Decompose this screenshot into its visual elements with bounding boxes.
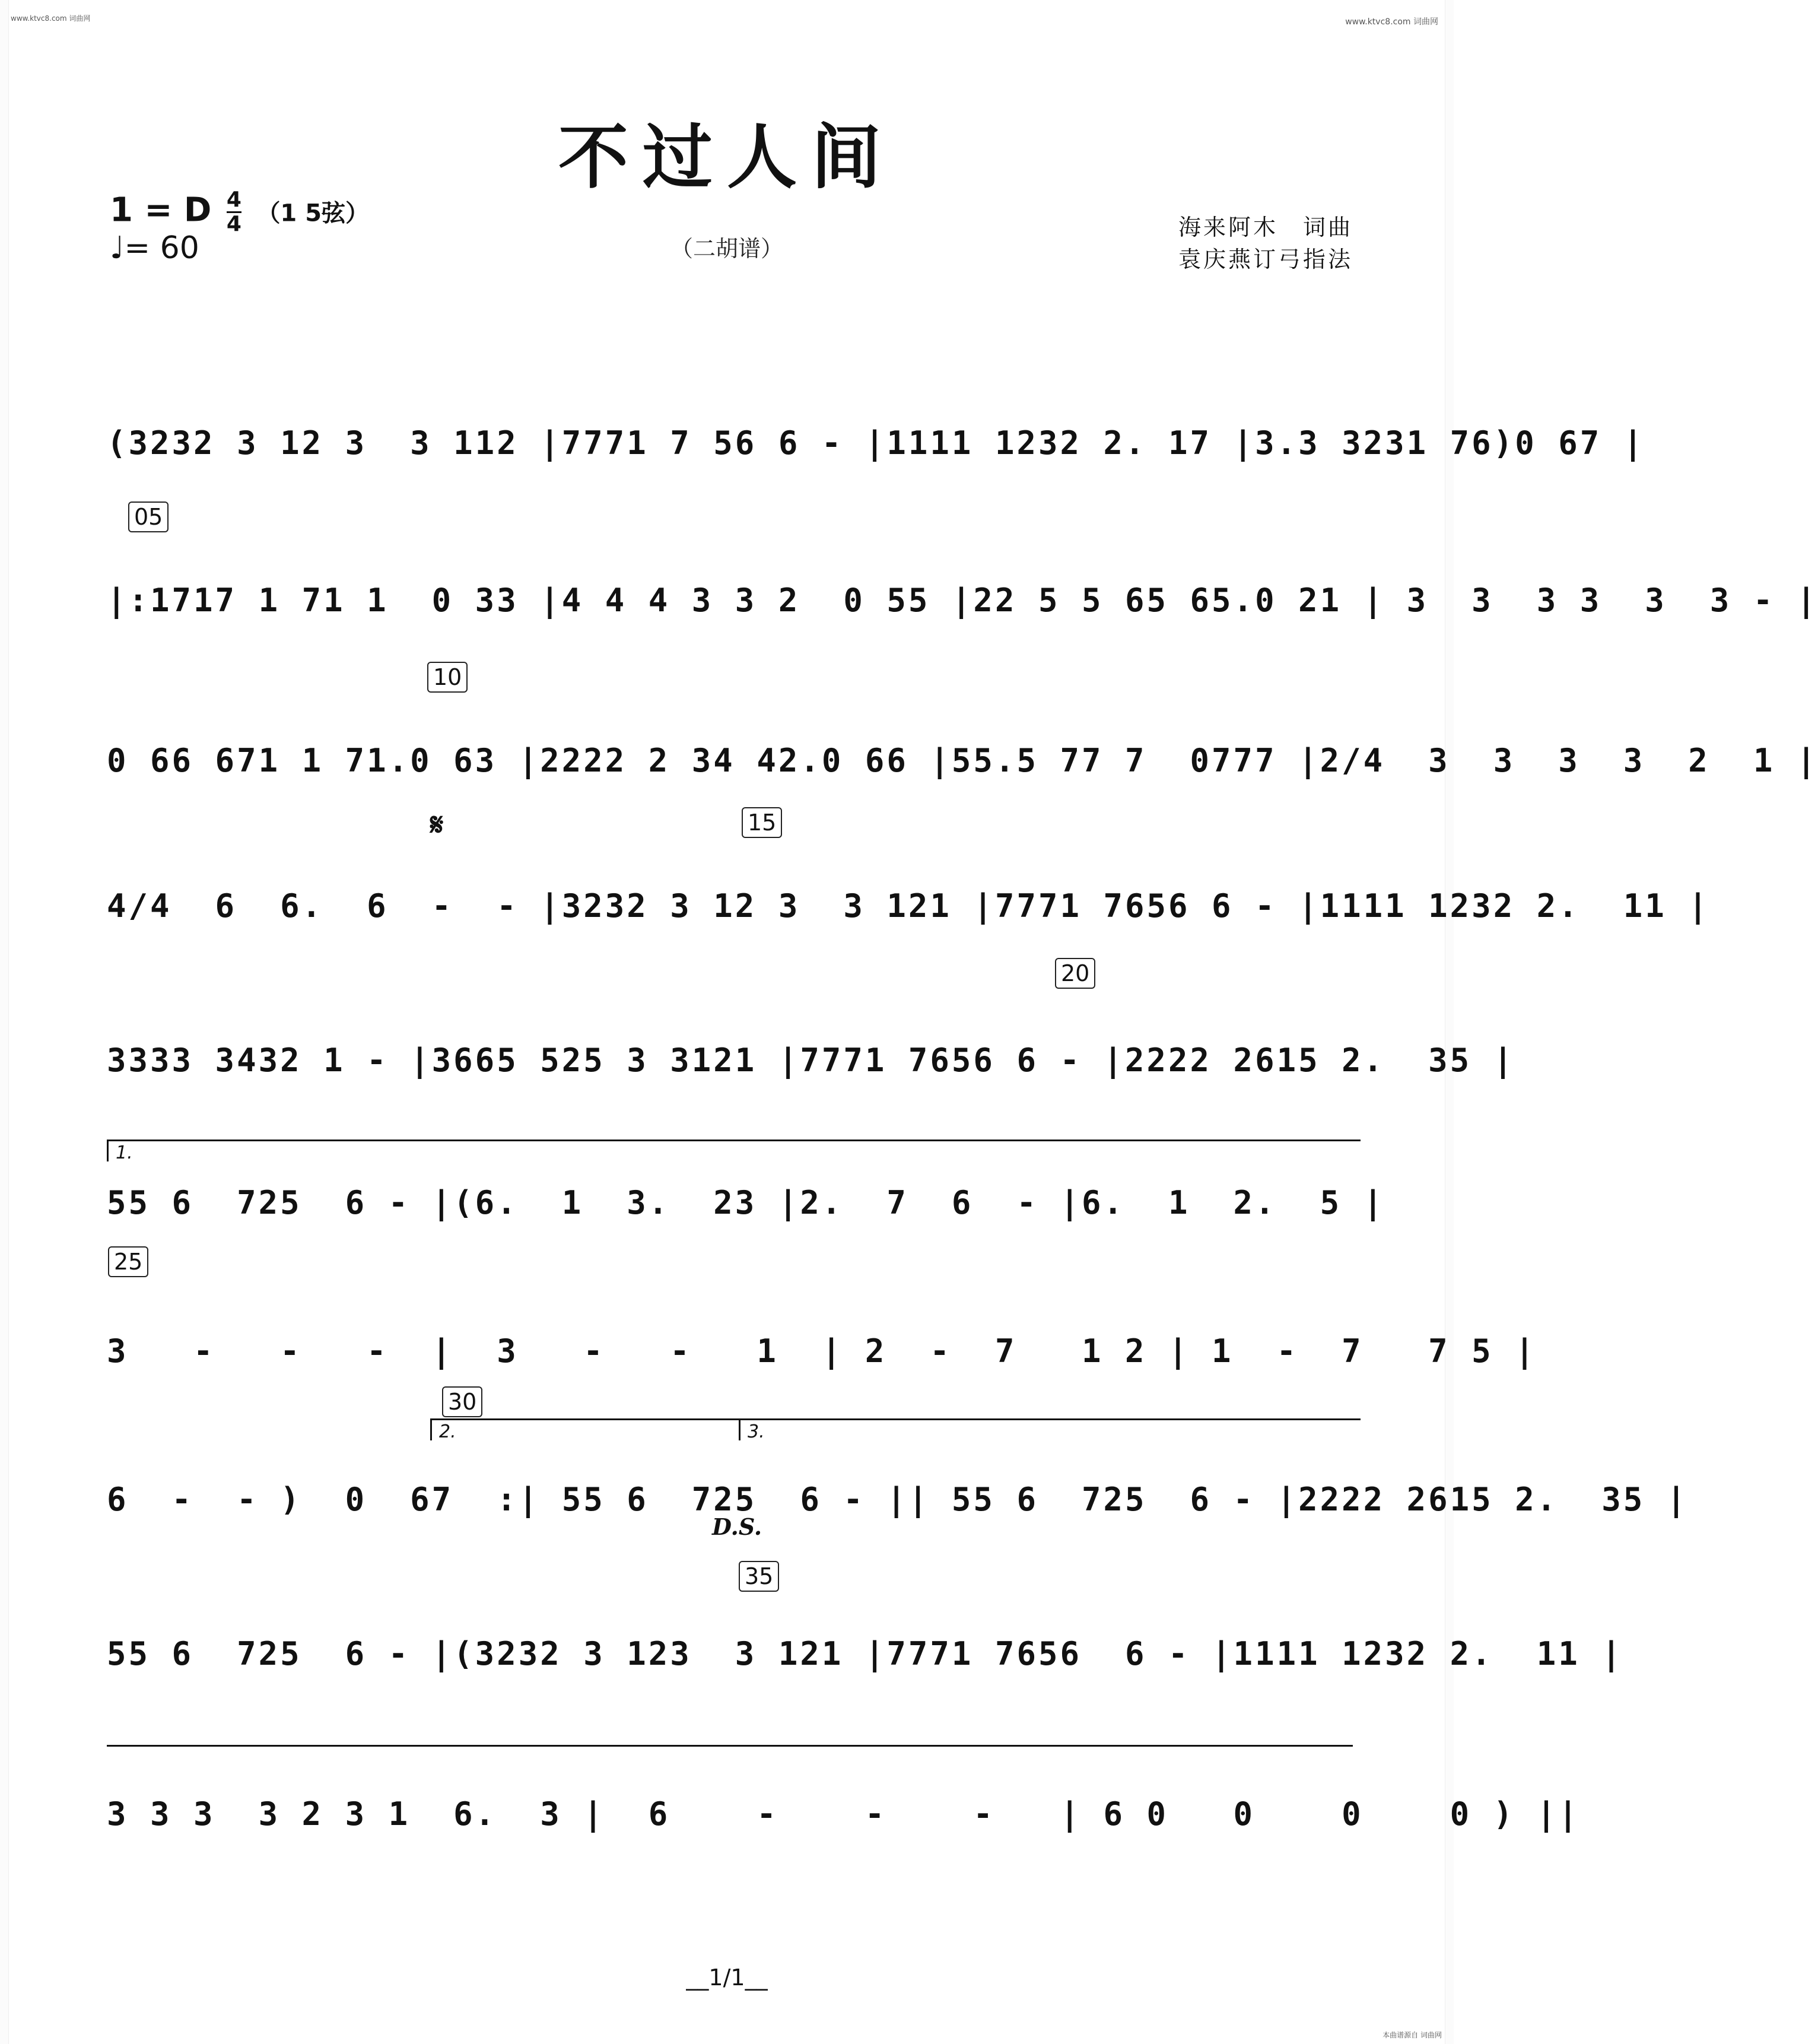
measure-marker-20: 20 <box>1055 958 1095 989</box>
notes-line-5: 3333 3432 1 - |3665 525 3 3121 |7771 7656 6 - |2222 2615 2. 35 | <box>107 1042 1515 1079</box>
notes-line-2: |:1717 1 71 1 0 33 |4 4 4 3 3 2 0 55 |22 5 5 65 65.0 21 | 3 3 3 3 3 3 - | <box>107 582 1818 619</box>
notes-line-3: 0 66 671 1 71.0 63 |2222 2 34 42.0 66 |55.5 77 7 0777 |2/4 3 3 3 3 2 1 | <box>107 742 1818 779</box>
measure-marker-10: 10 <box>427 662 468 693</box>
measure-marker-15: 15 <box>742 807 782 838</box>
right-margin-strip <box>1445 0 1454 2044</box>
score-line-1 <box>107 380 1645 469</box>
notes-line-10: 3 3 3 3 2 3 1 6. 3 | 6 - - - | 6 0 0 0 0 ) || <box>107 1795 1580 1833</box>
site-tag-right: www.ktvc8.com 词曲网 <box>1345 17 1438 27</box>
key-label: 1 = D <box>110 191 212 230</box>
site-tag-left: www.ktvc8.com 词曲网 <box>11 14 91 23</box>
score-line-5 <box>107 960 1515 1086</box>
volta-bracket-2 <box>430 1418 740 1440</box>
tempo-marking: ♩= 60 <box>110 230 199 266</box>
score-line-8 <box>107 1389 1689 1540</box>
dal-segno: D.S. <box>712 1513 762 1540</box>
string-tuning: （1 5弦） <box>256 199 370 227</box>
measure-marker-30: 30 <box>442 1386 482 1417</box>
credit-bowing: 袁庆燕订弓指法 <box>1178 246 1353 272</box>
key-signature <box>110 189 369 236</box>
notes-line-7: 3 - - - | 3 - - 1 | 2 - 7 1 2 | 1 - 7 7 5 | <box>107 1332 1537 1370</box>
segno-sign: 𝄋 <box>430 807 444 843</box>
notes-line-9: 55 6 725 6 - |(3232 3 123 3 121 |7771 7656 6 - |1111 1232 2. 11 | <box>107 1635 1623 1672</box>
score-line-10 <box>107 1751 1580 1840</box>
source-footer: 本曲谱源自 词曲网 <box>1382 2031 1442 2039</box>
subtitle: （二胡谱） <box>670 236 783 262</box>
phrase-bracket-end <box>107 1745 1353 1767</box>
left-margin-strip <box>0 0 9 2044</box>
volta-3-label: 3. <box>748 1421 765 1442</box>
measure-marker-25: 25 <box>108 1246 148 1277</box>
volta-2-label: 2. <box>439 1421 456 1442</box>
volta-bracket-3 <box>739 1418 1361 1440</box>
score-line-6 <box>107 1140 1385 1229</box>
measure-marker-05: 05 <box>128 502 169 532</box>
notes-line-8: 6 - - ) 0 67 :| 55 6 725 6 - || 55 6 725 6 - |2222 2615 2. 35 | <box>107 1481 1689 1518</box>
notes-line-1: (3232 3 12 3 3 112 |7771 7 56 6 - |1111 1232 2. 17 |3.3 3231 76)0 67 | <box>107 424 1645 462</box>
score-line-9 <box>107 1563 1623 1680</box>
measure-marker-35: 35 <box>739 1561 779 1592</box>
time-signature <box>227 189 241 236</box>
notes-line-6: 55 6 725 6 - |(6. 1 3. 23 |2. 7 6 - |6. 1 2. 5 | <box>107 1184 1385 1221</box>
song-title: 不过人间 <box>558 116 895 198</box>
volta-1-label: 1. <box>116 1142 133 1163</box>
time-top: 4 <box>226 188 241 212</box>
time-bottom: 4 <box>226 212 241 236</box>
score-line-2 <box>107 504 1818 626</box>
score-line-7 <box>107 1249 1537 1377</box>
page-number: __1/1__ <box>686 1964 768 1991</box>
volta-bracket-1 <box>107 1140 1361 1161</box>
score-line-4 <box>107 807 1710 932</box>
credit-lyrics-music: 海来阿木 词曲 <box>1178 214 1353 240</box>
notes-line-4: 4/4 6 6. 6 - - |3232 3 12 3 3 121 |7771 7656 6 - |1111 1232 2. 11 | <box>107 887 1710 925</box>
score-line-3 <box>107 664 1818 786</box>
